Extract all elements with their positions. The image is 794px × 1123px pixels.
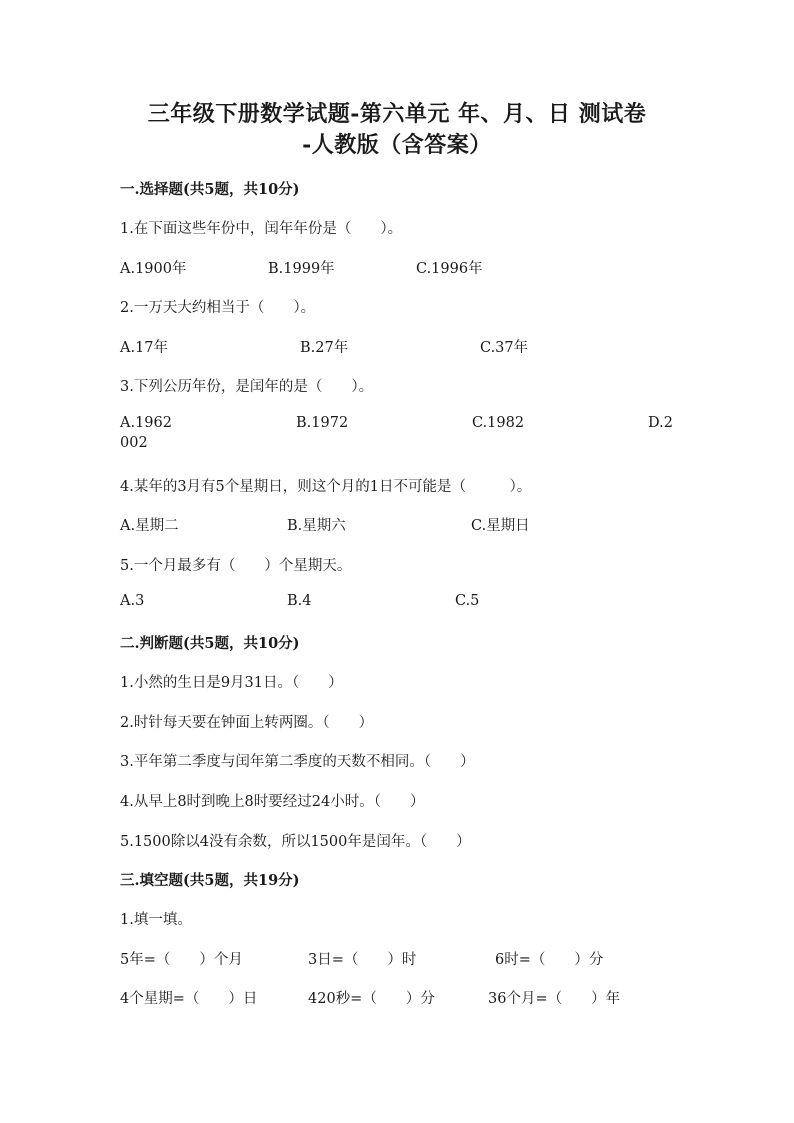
- s1-q2-option-c: C.37年: [480, 340, 529, 356]
- s3-q1-blank-r2c1: 4个星期=（ ）日: [120, 991, 258, 1007]
- s1-q1-option-a: A.1900年: [120, 261, 187, 277]
- page-title-line1: 三年级下册数学试题-第六单元 年、月、日 测试卷: [147, 101, 647, 127]
- s2-q2-text: 2.时针每天要在钟面上转两圈。（ ）: [120, 715, 374, 731]
- s1-q1-option-c: C.1996年: [416, 261, 483, 277]
- s2-q5-text: 5.1500除以4没有余数，所以1500年是闰年。（ ）: [120, 834, 471, 850]
- s1-q4-option-c: C.星期日: [471, 518, 530, 534]
- s1-q3-option-b: B.1972: [296, 415, 349, 431]
- s2-q3-text: 3.平年第二季度与闰年第二季度的天数不相同。（ ）: [120, 754, 475, 770]
- s1-q1-text: 1.在下面这些年份中，闰年年份是（ ）。: [120, 221, 403, 237]
- s3-q1-text: 1.填一填。: [120, 912, 192, 928]
- s1-q5-text: 5.一个月最多有（ ）个星期天。: [120, 558, 352, 574]
- s3-q1-blank-r2c3: 36个月=（ ）年: [488, 991, 621, 1007]
- s1-q5-option-b: B.4: [287, 593, 312, 609]
- s2-q4-text: 4.从早上8时到晚上8时要经过24小时。（ ）: [120, 794, 425, 810]
- s1-q4-option-a: A.星期二: [120, 518, 179, 534]
- section2-heading: 二.判断题(共5题，共10分): [120, 635, 300, 652]
- s1-q4-option-b: B.星期六: [287, 518, 346, 534]
- s1-q2-text: 2.一万天大约相当于（ ）。: [120, 300, 316, 316]
- s1-q5-option-c: C.5: [455, 593, 480, 609]
- s1-q2-option-b: B.27年: [300, 340, 349, 356]
- s3-q1-blank-r2c2: 420秒=（ ）分: [308, 991, 435, 1007]
- s1-q3-text: 3.下列公历年份，是闰年的是（ ）。: [120, 379, 374, 395]
- s3-q1-blank-r1c1: 5年=（ ）个月: [120, 952, 243, 968]
- s1-q5-option-a: A.3: [120, 593, 145, 609]
- s3-q1-blank-r1c2: 3日=（ ）时: [308, 952, 417, 968]
- s1-q3-option-d-part2: 002: [120, 435, 148, 451]
- s1-q3-option-d-part1: D.2: [648, 415, 673, 431]
- s1-q3-option-a: A.1962: [120, 415, 172, 431]
- s1-q2-option-a: A.17年: [120, 340, 169, 356]
- section1-heading: 一.选择题(共5题，共10分): [120, 181, 300, 198]
- s3-q1-blank-r1c3: 6时=（ ）分: [495, 952, 604, 968]
- s2-q1-text: 1.小然的生日是9月31日。（ ）: [120, 675, 343, 691]
- s1-q3-option-c: C.1982: [472, 415, 525, 431]
- s1-q4-text: 4.某年的3月有5个星期日，则这个月的1日不可能是（ ）。: [120, 479, 532, 495]
- section3-heading: 三.填空题(共5题，共19分): [120, 872, 300, 889]
- page-title-line2: -人教版（含答案）: [302, 132, 492, 158]
- s1-q1-option-b: B.1999年: [268, 261, 335, 277]
